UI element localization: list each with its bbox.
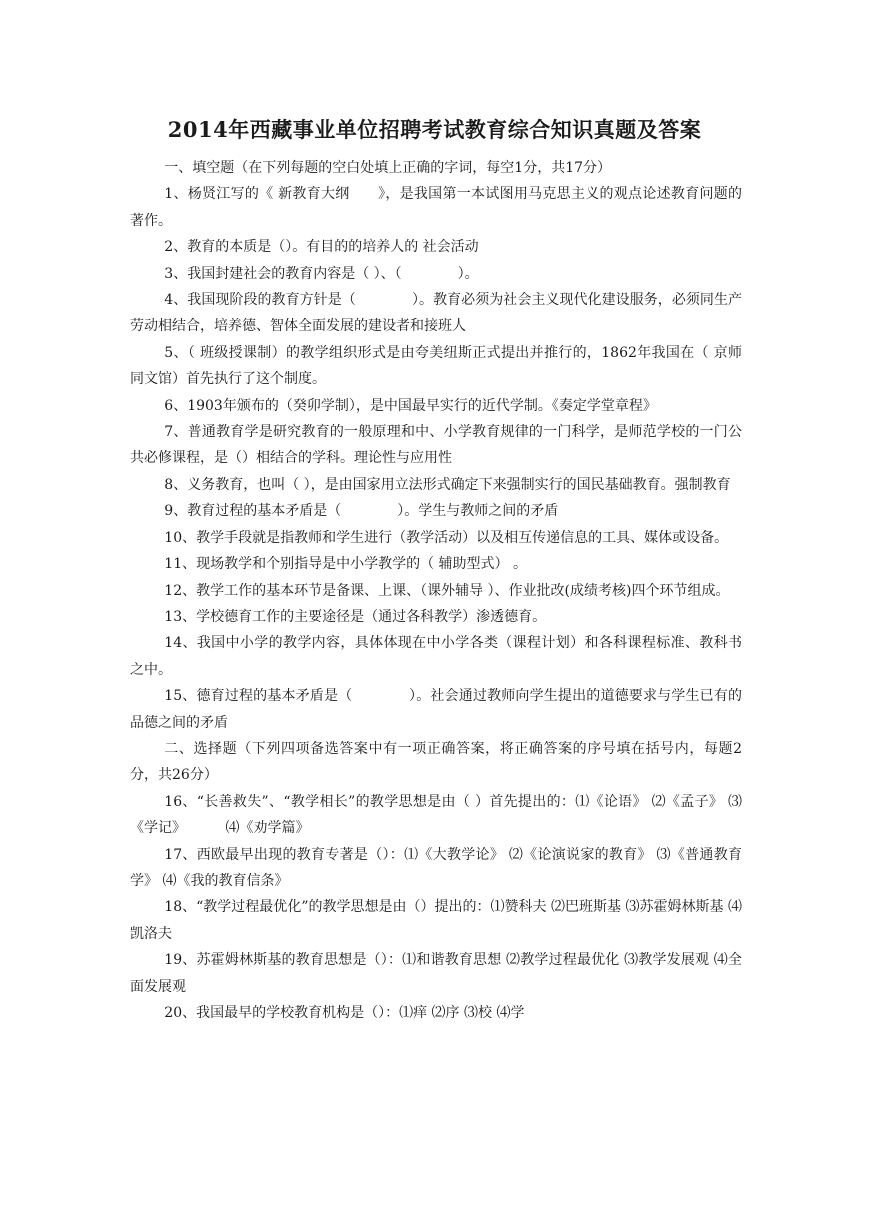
question-17: 17、西欧最早出现的教育专著是（）：⑴《大教学论》 ⑵《论演说家的教育》 ⑶《普通教育学》 ⑷《我的教育信条》 <box>130 846 742 889</box>
question-8: 8、义务教育，也叫（ ），是由国家用立法形式确定下来强制实行的国民基础教育。强制教育 <box>164 476 731 493</box>
document-body <box>130 155 742 1026</box>
question-3: 3、我国封建社会的教育内容是（ ）、（ ）。 <box>164 265 479 282</box>
question-7: 7、普通教育学是研究教育的一般原理和中、小学教育规律的一门科学，是师范学校的一门公共必修课程，是（）相结合的学科。理论性与应用性 <box>130 424 742 467</box>
section-heading-multiple-choice: 二、选择题（下列四项备选答案中有一项正确答案，将正确答案的序号填在括号内，每题2分，共26分） <box>130 740 742 784</box>
question-20: 20、我国最早的学校教育机构是（）：⑴痒 ⑵序 ⑶校 ⑷学 <box>164 1005 525 1021</box>
question-10: 10、教学手段就是指教师和学生进行（教学活动）以及相互传递信息的工具、媒体或设备。 <box>164 529 729 546</box>
question-18: 18、“教学过程最优化”的教学思想是由（）提出的：⑴赞科夫 ⑵巴班斯基 ⑶苏霍姆林斯基 ⑷凯洛夫 <box>130 899 742 942</box>
question-4: 4、我国现阶段的教育方针是（ ）。教育必须为社会主义现代化建设服务，必须同生产劳动相结合，培养德、智体全面发展的建设者和接班人 <box>130 292 742 335</box>
question-2: 2、教育的本质是（）。有目的的培养人的 社会活动 <box>164 239 479 256</box>
document-title: 2014年西藏事业单位招聘考试教育综合知识真题及答案 <box>167 117 702 142</box>
question-16: 16、“长善救失”、“教学相长”的教学思想是由（ ）首先提出的：⑴《论语》 ⑵《孟子》 ⑶《学记》 ⑷《劝学篇》 <box>130 793 742 837</box>
question-6: 6、1903年颁布的（癸卯学制），是中国最早实行的近代学制。《奏定学堂章程》 <box>164 397 657 414</box>
question-5: 5、（ 班级授课制）的教学组织形式是由夸美纽斯正式提出并推行的，1862年我国在（ 京师同文馆）首先执行了这个制度。 <box>130 344 742 388</box>
question-11: 11、现场教学和个别指导是中小学教学的（ 辅助型式） 。 <box>164 556 528 573</box>
question-9: 9、教育过程的基本矛盾是（ ）。学生与教师之间的矛盾 <box>164 503 559 520</box>
question-19: 19、苏霍姆林斯基的教育思想是（）：⑴和谐教育思想 ⑵教学过程最优化 ⑶教学发展观 ⑷全面发展观 <box>130 952 742 995</box>
question-13: 13、学校德育工作的主要途径是（通过各科教学）渗透德育。 <box>164 608 547 625</box>
question-1: 1、杨贤江写的《 新教育大纲 》，是我国第一本试图用马克思主义的观点论述教育问题的著作。 <box>130 186 742 229</box>
question-14: 14、我国中小学的教学内容，具体体现在中小学各类（课程计划）和各科课程标准、教科书之中。 <box>130 635 742 678</box>
question-15: 15、德育过程的基本矛盾是（ ）。社会通过教师向学生提出的道德要求与学生已有的品德之间的矛盾 <box>130 688 742 731</box>
question-12: 12、教学工作的基本环节是备课、上课、（课外辅导 ）、作业批改(成绩考核)四个环节组成。 <box>164 582 730 599</box>
section-heading-fill-in: 一、填空题（在下列每题的空白处填上正确的字词，每空1分，共17分） <box>164 160 612 176</box>
